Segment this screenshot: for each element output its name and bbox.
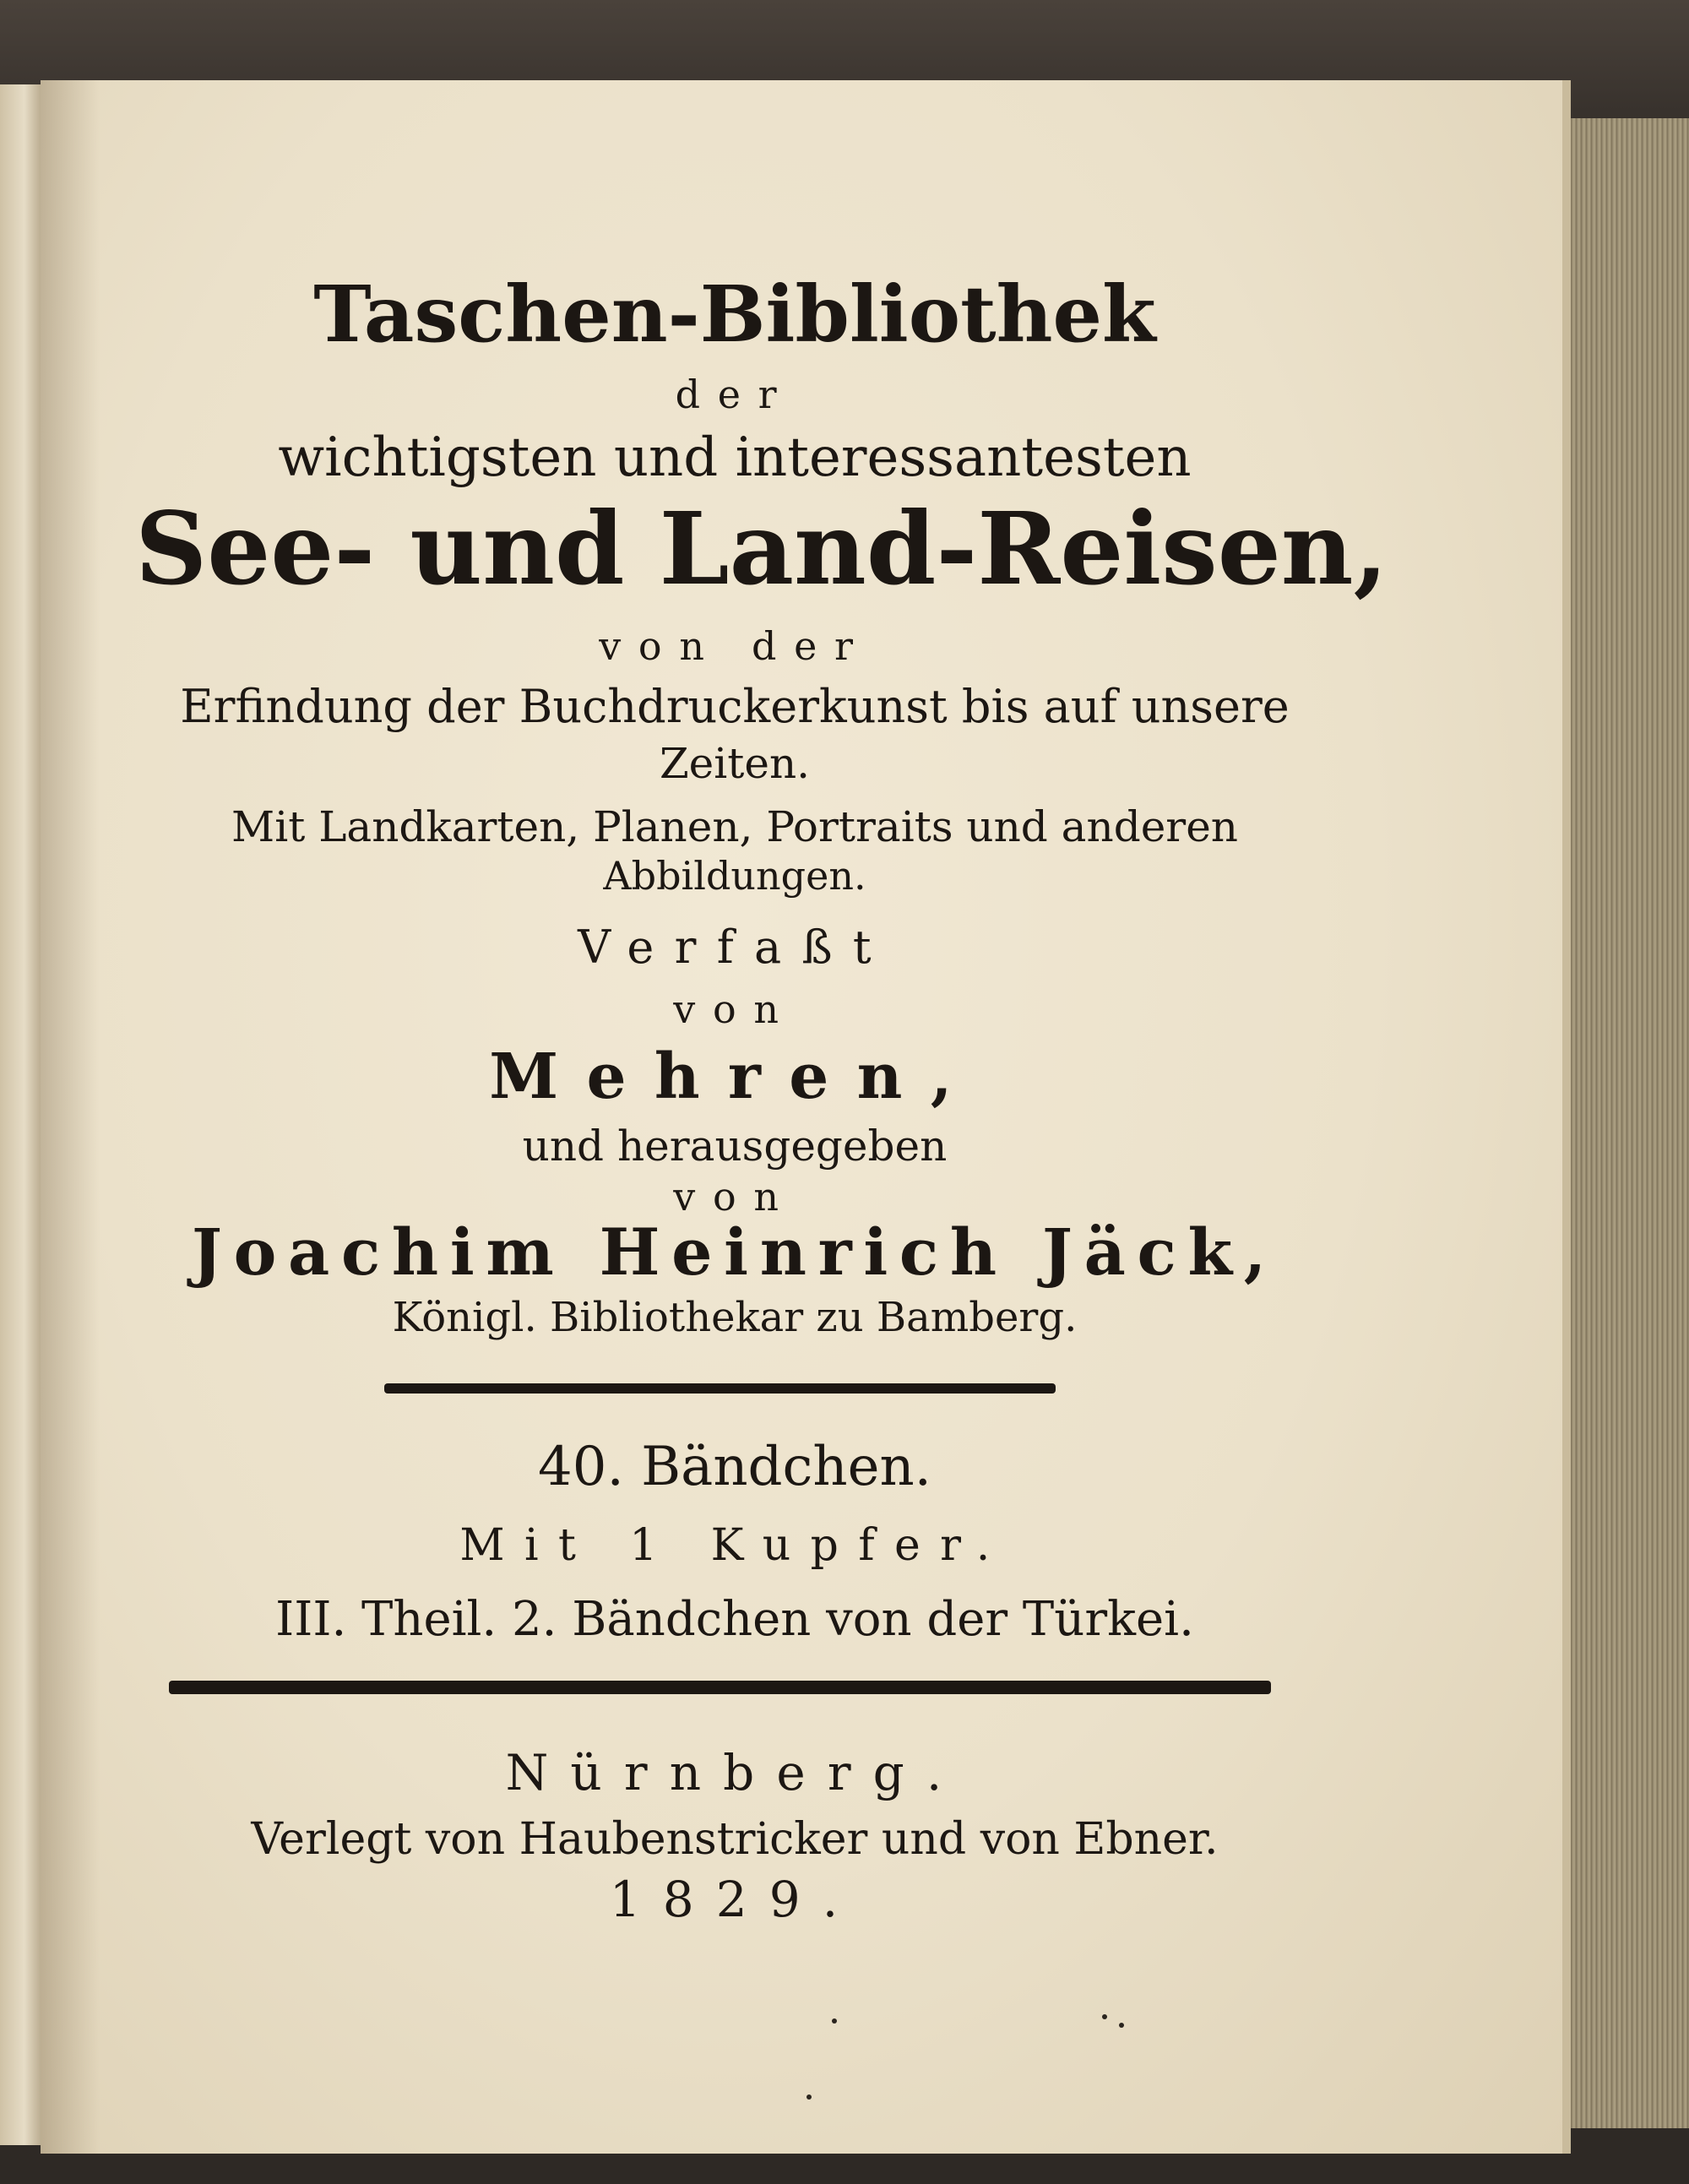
subtitle-line-1: von der	[599, 623, 871, 669]
editor-von: von	[673, 1174, 796, 1220]
volume-label: 40. Bändchen.	[538, 1436, 931, 1498]
publisher-label: Verlegt von Haubenstricker und von Ebner.	[251, 1814, 1219, 1865]
title-line-1: Taschen-Bibliothek	[313, 269, 1156, 360]
gutter-shadow	[41, 80, 100, 2154]
illustrations-line-2: Abbildungen.	[603, 853, 866, 899]
subtitle-line-3: Zeiten.	[659, 739, 811, 788]
subtitle-line-2: Erfindung der Buchdruckerkunst bis auf unsere	[180, 680, 1290, 733]
lower-rule	[169, 1681, 1271, 1694]
illustrations-line-1: Mit Landkarten, Planen, Portraits und anderen	[231, 802, 1238, 851]
place-label: Nürnberg.	[505, 1744, 964, 1801]
ink-speck	[1119, 2023, 1124, 2028]
ink-speck	[806, 2094, 812, 2100]
upper-rule	[384, 1383, 1056, 1394]
year-label: 1829.	[609, 1871, 861, 1928]
title-line-3: wichtigsten und interessantesten	[278, 426, 1192, 489]
ink-speck	[832, 2018, 837, 2024]
author-name: Mehren,	[489, 1040, 980, 1113]
author-intro: Verfaßt	[578, 921, 892, 974]
ink-speck	[1102, 2014, 1107, 2019]
title-line-4: See- und Land-Reisen,	[135, 490, 1388, 607]
editor-intro: und herausgegeben	[522, 1122, 948, 1171]
title-line-2: der	[675, 372, 795, 417]
plates-label: Mit 1 Kupfer.	[459, 1520, 1010, 1571]
part-label: III. Theil. 2. Bändchen von der Türkei.	[275, 1592, 1194, 1647]
editor-name: Joachim Heinrich Jäck,	[192, 1214, 1278, 1290]
page-stack-edge	[1567, 118, 1689, 2128]
editor-title: Königl. Bibliothekar zu Bamberg.	[392, 1294, 1078, 1341]
author-von: von	[673, 986, 796, 1032]
left-page-edge	[0, 84, 42, 2145]
